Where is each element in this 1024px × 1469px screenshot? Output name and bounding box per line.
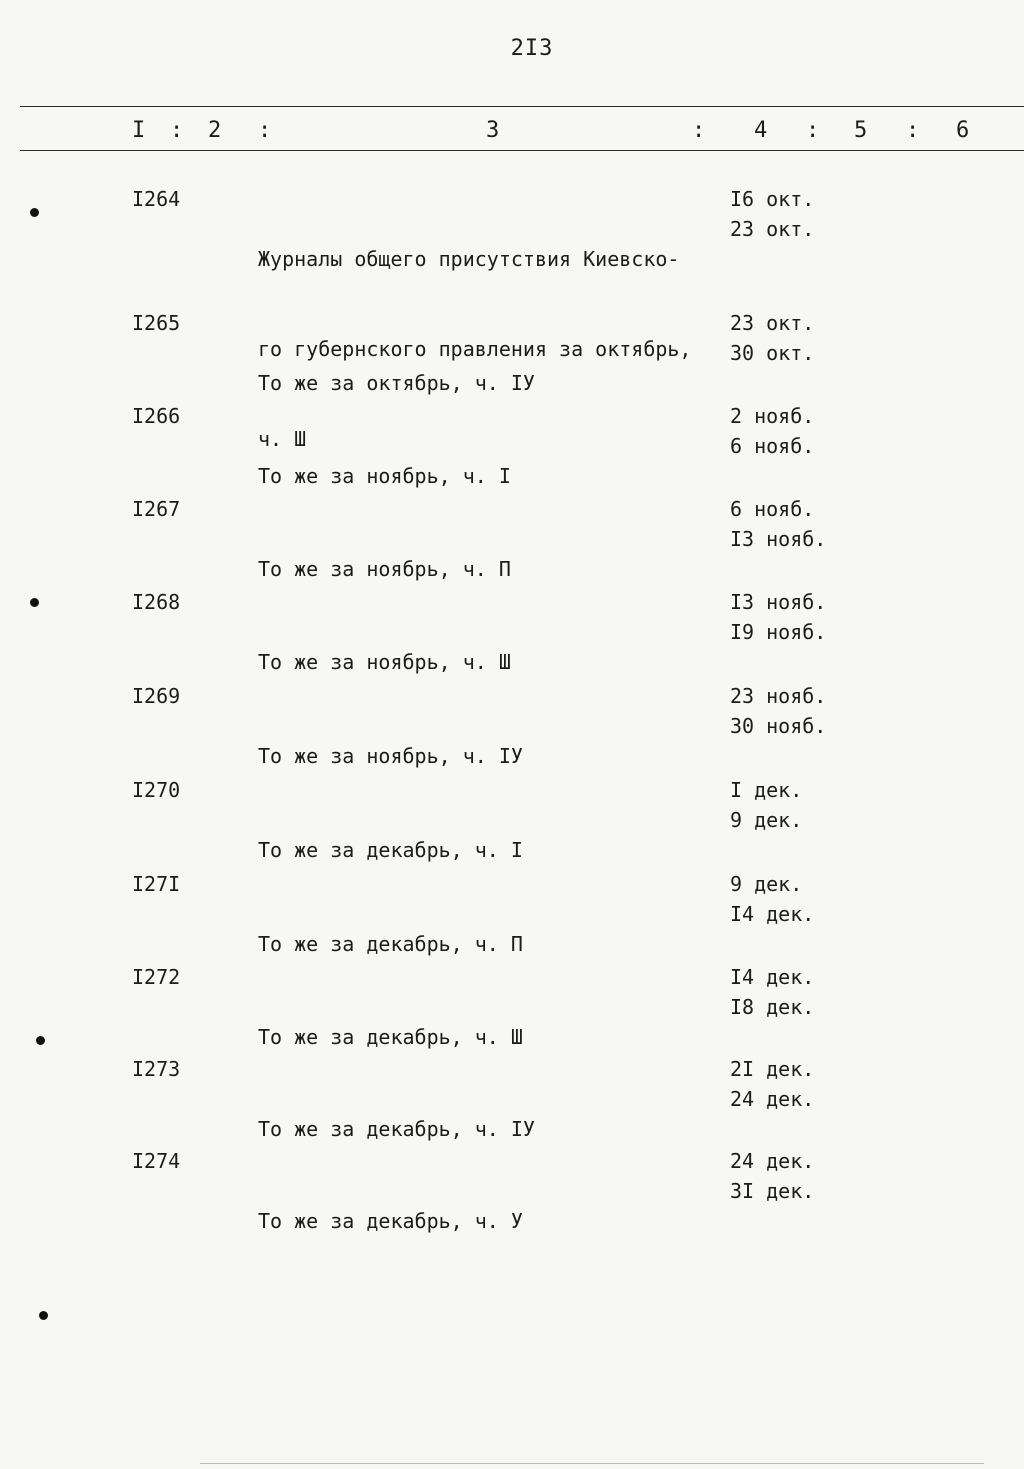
date-end: 24 дек. [730, 1087, 815, 1111]
date-start: I4 дек. [730, 965, 815, 989]
column-header-6: 6 [956, 118, 970, 143]
header-rule-top [20, 106, 1024, 107]
item-number: I27I [132, 872, 181, 896]
description-line: То же за ноябрь, ч. I [258, 464, 511, 488]
date-start: 23 нояб. [730, 684, 827, 708]
column-header-1: I [132, 118, 146, 143]
date-end: I9 нояб. [730, 620, 827, 644]
date-end: 30 нояб. [730, 714, 827, 738]
date-start: I дек. [730, 778, 803, 802]
date-start: 2I дек. [730, 1057, 815, 1081]
description-line: То же за ноябрь, ч. Ш [258, 650, 511, 674]
item-dates [730, 681, 826, 741]
item-number: I266 [132, 404, 181, 428]
description-line: То же за декабрь, ч. I [258, 838, 523, 862]
column-separator: : [906, 118, 920, 143]
date-end: 30 окт. [730, 341, 815, 365]
punch-hole-mark [39, 1311, 48, 1320]
bottom-edge-line [200, 1463, 984, 1464]
date-end: 9 дек. [730, 808, 803, 832]
item-dates [730, 401, 814, 461]
item-description [258, 1146, 523, 1296]
item-dates [730, 587, 826, 647]
description-line: То же за ноябрь, ч. IУ [258, 744, 523, 768]
item-dates [730, 494, 826, 554]
page-number: 2I3 [510, 36, 554, 61]
column-header-4: 4 [754, 118, 768, 143]
description-line: ч. Ш [258, 427, 307, 451]
header-rule-bottom [20, 150, 1024, 151]
date-start: 24 дек. [730, 1149, 815, 1173]
date-start: I6 окт. [730, 187, 815, 211]
column-separator: : [170, 118, 184, 143]
description-line: То же за октябрь, ч. IУ [258, 371, 535, 395]
item-number: I264 [132, 187, 181, 211]
description-line: То же за декабрь, ч. П [258, 932, 523, 956]
column-header-2: 2 [208, 118, 222, 143]
date-end: 6 нояб. [730, 434, 815, 458]
date-start: 2 нояб. [730, 404, 815, 428]
date-end: 23 окт. [730, 217, 815, 241]
description-line: То же за декабрь, ч. Ш [258, 1025, 523, 1049]
item-dates [730, 184, 814, 244]
date-start: 9 дек. [730, 872, 803, 896]
item-dates [730, 308, 814, 368]
item-dates [730, 962, 814, 1022]
date-end: I8 дек. [730, 995, 815, 1019]
description-line: То же за ноябрь, ч. П [258, 557, 511, 581]
description-line: То же за декабрь, ч. IУ [258, 1117, 535, 1141]
column-separator: : [806, 118, 820, 143]
item-number: I269 [132, 684, 181, 708]
item-number: I267 [132, 497, 181, 521]
column-header-3: 3 [486, 118, 500, 143]
item-dates [730, 1146, 814, 1206]
column-separator: : [258, 118, 272, 143]
item-number: I268 [132, 590, 181, 614]
punch-hole-mark [36, 1036, 45, 1045]
item-dates [730, 775, 802, 835]
item-number: I265 [132, 311, 181, 335]
column-separator: : [692, 118, 706, 143]
item-number: I273 [132, 1057, 181, 1081]
item-number: I274 [132, 1149, 181, 1173]
punch-hole-mark [30, 598, 39, 607]
item-dates [730, 869, 814, 929]
item-number: I270 [132, 778, 181, 802]
date-start: 6 нояб. [730, 497, 815, 521]
item-dates [730, 1054, 814, 1114]
description-line: То же за декабрь, ч. У [258, 1209, 523, 1233]
date-end: I4 дек. [730, 902, 815, 926]
description-line: Журналы общего присутствия Киевско- [258, 247, 680, 271]
column-header-5: 5 [854, 118, 868, 143]
punch-hole-mark [30, 208, 39, 217]
date-start: 23 окт. [730, 311, 815, 335]
date-end: 3I дек. [730, 1179, 815, 1203]
date-end: I3 нояб. [730, 527, 827, 551]
description-line: го губернского правления за октябрь, [258, 337, 692, 361]
item-number: I272 [132, 965, 181, 989]
date-start: I3 нояб. [730, 590, 827, 614]
